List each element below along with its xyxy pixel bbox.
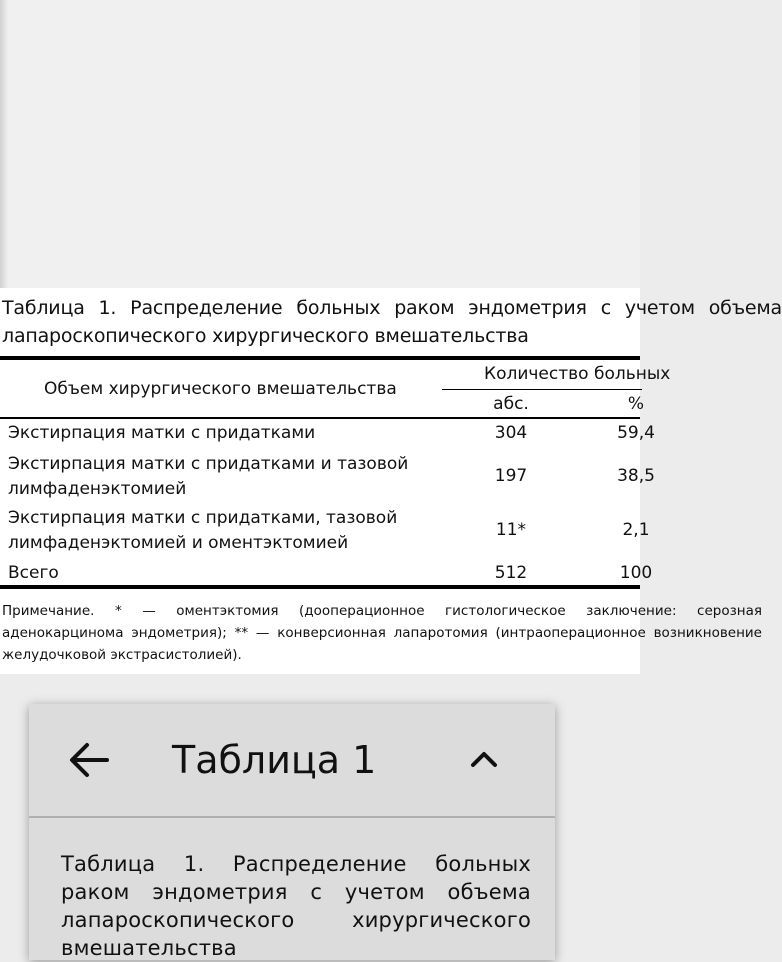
header-abs: абс. <box>493 394 529 414</box>
table-note: Примечание. * — оментэктомия (дооперационное гистологическое заключение: серозная аденокарцинома эндометрия); ** — конверсионная лапаротомия (интраоперационное возникновение желудочковой экстрасистолией). <box>2 603 762 663</box>
row-2-abs: 197 <box>494 466 528 486</box>
table-caption: Таблица 1. Распределение больных раком эндометрия с учетом объема лапароскопического хирургического вмешательства <box>2 297 782 347</box>
table-image <box>0 288 782 674</box>
row-1-label: Экстирпация матки с придатками <box>8 423 316 443</box>
row-2-label-line1: Экстирпация матки с придатками и тазовой <box>8 454 409 474</box>
back-button[interactable] <box>65 736 113 784</box>
row-3-label-line2: лимфаденэктомией и оментэктомией <box>8 533 349 553</box>
arrow-left-icon <box>65 736 113 784</box>
header-bottom-rule <box>0 417 640 419</box>
row-1-pct: 59,4 <box>617 423 655 443</box>
header-count-group: Количество больных <box>484 364 671 384</box>
row-3-abs: 11* <box>495 520 527 540</box>
dialog-header <box>29 704 555 818</box>
dialog-title: Таблица 1 <box>172 738 377 782</box>
row-total-pct: 100 <box>619 563 653 583</box>
table-bottom-rule <box>0 585 640 589</box>
header-pct: % <box>627 394 645 414</box>
table-top-rule <box>0 356 640 360</box>
header-procedure: Объем хирургического вмешательства <box>44 379 397 399</box>
row-2-label-line2: лимфаденэктомией <box>8 479 187 499</box>
row-1-abs: 304 <box>494 423 528 443</box>
row-3-pct: 2,1 <box>622 520 650 540</box>
header-subrule <box>442 389 642 390</box>
row-total-abs: 512 <box>494 563 528 583</box>
table-dialog <box>29 704 555 960</box>
row-2-pct: 38,5 <box>617 466 655 486</box>
chevron-up-icon <box>464 740 504 780</box>
dialog-body-text: Таблица 1. Распределение больных раком эндометрия с учетом объема лапароскопического хирургического вмешательства <box>61 852 531 960</box>
row-3-label-line1: Экстирпация матки с придатками, тазовой <box>8 508 398 528</box>
blank-page-area <box>0 0 640 288</box>
row-total-label: Всего <box>8 563 59 583</box>
collapse-button[interactable] <box>464 740 504 780</box>
